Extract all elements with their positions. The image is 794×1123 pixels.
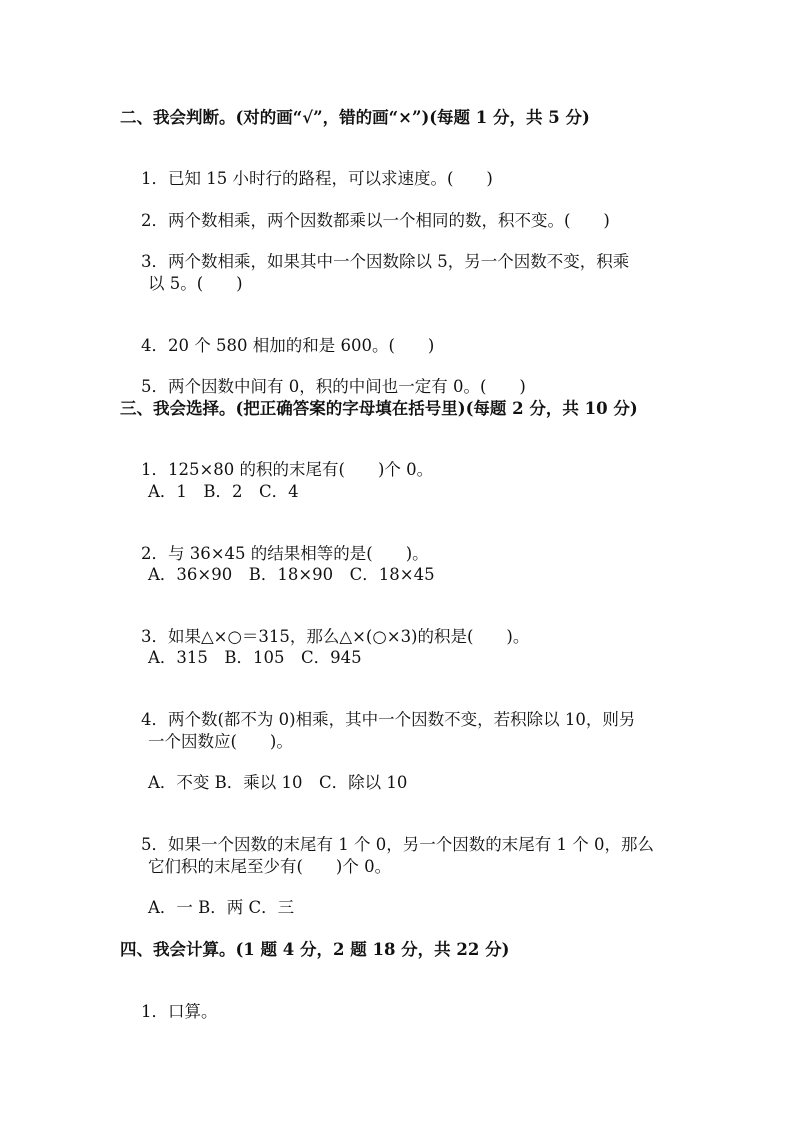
question-text: 口算。 — [167, 1002, 218, 1021]
question-text: 与 36×45 的结果相等的是( )。 — [167, 544, 429, 563]
question-number: 1． — [140, 1002, 168, 1021]
section-2-heading: 二、我会判断。(对的画“√”，错的画“×”)(每题 1 分，共 5 分) — [120, 108, 590, 127]
question-number: 2． — [140, 544, 168, 563]
choice-question-5-continuation: 它们积的末尾至少有( )个 0。 — [148, 857, 392, 876]
question-number: 5． — [140, 835, 168, 854]
question-text: 125×80 的积的末尾有( )个 0。 — [167, 460, 434, 479]
question-number: 3． — [140, 252, 168, 271]
question-text: 如果△×○＝315，那么△×(○×3)的积是( )。 — [167, 627, 530, 646]
question-number: 2． — [140, 211, 168, 230]
question-number: 1． — [140, 460, 168, 479]
question-text: 两个数相乘，两个因数都乘以一个相同的数，积不变。( ) — [167, 211, 610, 230]
section-4-heading: 四、我会计算。(1 题 4 分，2 题 18 分，共 22 分) — [120, 940, 510, 959]
question-text: 两个因数中间有 0，积的中间也一定有 0。( ) — [167, 377, 526, 396]
choice-question-1-options: A．1 B．2 C．4 — [148, 482, 299, 501]
question-text: 如果一个因数的末尾有 1 个 0，另一个因数的末尾有 1 个 0，那么 — [167, 835, 654, 854]
choice-question-5-options: A．一 B．两 C．三 — [148, 898, 295, 917]
question-text: 20 个 580 相加的和是 600。( ) — [167, 336, 435, 355]
choice-question-3-options: A．315 B．105 C．945 — [148, 648, 362, 667]
question-number: 4． — [140, 710, 168, 729]
question-text: 两个数相乘，如果其中一个因数除以 5，另一个因数不变，积乘 — [167, 252, 630, 271]
question-text: 已知 15 小时行的路程，可以求速度。( ) — [167, 169, 493, 188]
section-3-heading: 三、我会选择。(把正确答案的字母填在括号里)(每题 2 分，共 10 分) — [120, 399, 638, 418]
question-text: 两个数(都不为 0)相乘，其中一个因数不变，若积除以 10，则另 — [167, 710, 636, 729]
judgment-question-3-continuation: 以 5。( ) — [148, 274, 243, 293]
question-number: 5． — [140, 377, 168, 396]
question-number: 4． — [140, 336, 168, 355]
choice-question-2-options: A．36×90 B．18×90 C．18×45 — [148, 565, 435, 584]
question-number: 1． — [140, 169, 168, 188]
choice-question-4-continuation: 一个因数应( )。 — [148, 732, 293, 751]
choice-question-4-options: A．不变 B．乘以 10 C．除以 10 — [148, 773, 408, 792]
question-number: 3． — [140, 627, 168, 646]
calculation-question-1 — [120, 982, 217, 1042]
